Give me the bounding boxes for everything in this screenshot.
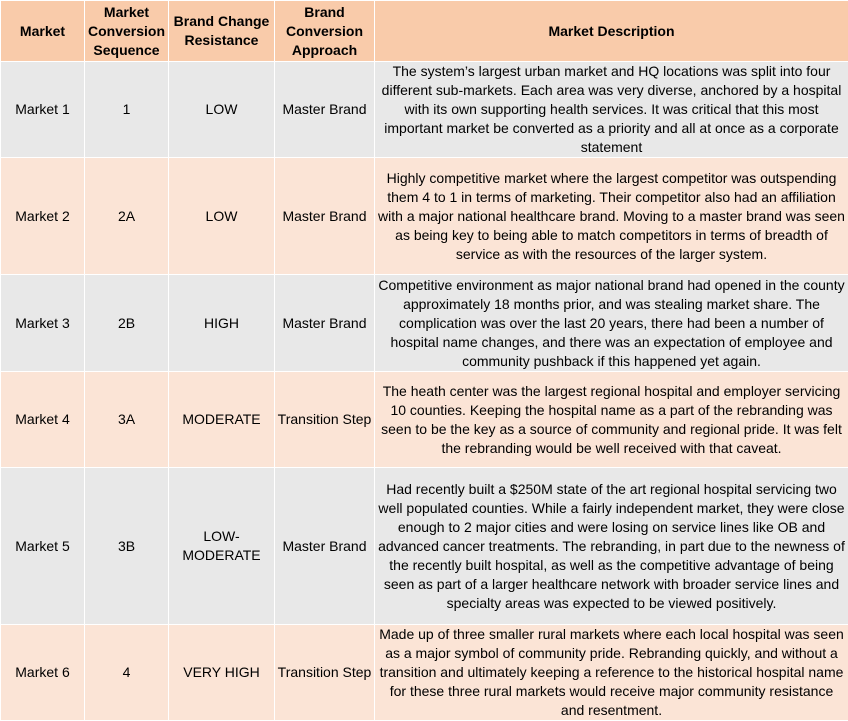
description-cell: Competitive environment as major national brand had opened in the county approximately 18 months prior, and was stealing market share. The complication was over the last 20 years, there had been a number of hospital name changes, and there was an expectation of employee and community pushback if this happened yet again. [375, 275, 848, 372]
approach-cell: Transition Step [275, 625, 375, 721]
market-cell: Market 4 [1, 372, 85, 468]
table-row [1, 158, 848, 275]
sequence-cell: 3B [85, 468, 169, 625]
market-cell: Market 2 [1, 158, 85, 275]
sequence-cell: 3A [85, 372, 169, 468]
approach-cell: Master Brand [275, 62, 375, 158]
resistance-cell: HIGH [169, 275, 275, 372]
table-row [1, 372, 848, 468]
sequence-cell: 2A [85, 158, 169, 275]
approach-cell: Master Brand [275, 468, 375, 625]
approach-cell: Master Brand [275, 158, 375, 275]
sequence-cell: 4 [85, 625, 169, 721]
resistance-cell: LOW [169, 158, 275, 275]
header-row [1, 1, 848, 62]
header-market: Market [1, 1, 85, 62]
description-cell: Had recently built a $250M state of the art regional hospital servicing two well populated counties. While a fairly independent market, they were close enough to 2 major cities and were losing on service lines like OB and advanced cancer treatments. The rebranding, in part due to the newness of the recently built hospital, as well as the competitive advantage of being seen as part of a larger healthcare network with broader service lines and specialty areas was expected to be viewed positively. [375, 468, 848, 625]
resistance-cell: VERY HIGH [169, 625, 275, 721]
table-row [1, 468, 848, 625]
approach-cell: Transition Step [275, 372, 375, 468]
header-market-description: Market Description [375, 1, 848, 62]
header-change-resistance: Brand Change Resistance [169, 1, 275, 62]
resistance-cell: LOW [169, 62, 275, 158]
description-cell: The heath center was the largest regional hospital and employer servicing 10 counties. Keeping the hospital name as a part of the rebranding was seen to be the key as a source of community and regional pride. It was felt the rebranding would be well received with that caveat. [375, 372, 848, 468]
table-row [1, 275, 848, 372]
sequence-cell: 1 [85, 62, 169, 158]
description-cell: Highly competitive market where the largest competitor was outspending them 4 to 1 in terms of marketing. Their competitor also had an affiliation with a major national healthcare brand. Moving to a master brand was seen as being key to being able to match competitors in terms of breadth of service as with the resources of the larger system. [375, 158, 848, 275]
market-cell: Market 3 [1, 275, 85, 372]
description-cell: Made up of three smaller rural markets where each local hospital was seen as a major symbol of community pride. Rebranding quickly, and without a transition and ultimately keeping a reference to the historical hospital name for these three rural markets would receive major community resistance and resentment. [375, 625, 848, 721]
resistance-cell: LOW-MODERATE [169, 468, 275, 625]
market-cell: Market 5 [1, 468, 85, 625]
approach-cell: Master Brand [275, 275, 375, 372]
resistance-cell: MODERATE [169, 372, 275, 468]
sequence-cell: 2B [85, 275, 169, 372]
description-cell: The system’s largest urban market and HQ locations was split into four different sub-markets. Each area was very diverse, anchored by a hospital with its own supporting health services. It was critical that this most important market be converted as a priority and all at once as a corporate statement [375, 62, 848, 158]
market-cell: Market 1 [1, 62, 85, 158]
table-row [1, 625, 848, 721]
table-row [1, 62, 848, 158]
header-conversion-approach: Brand Conversion Approach [275, 1, 375, 62]
market-cell: Market 6 [1, 625, 85, 721]
header-conversion-sequence: Market Conversion Sequence [85, 1, 169, 62]
